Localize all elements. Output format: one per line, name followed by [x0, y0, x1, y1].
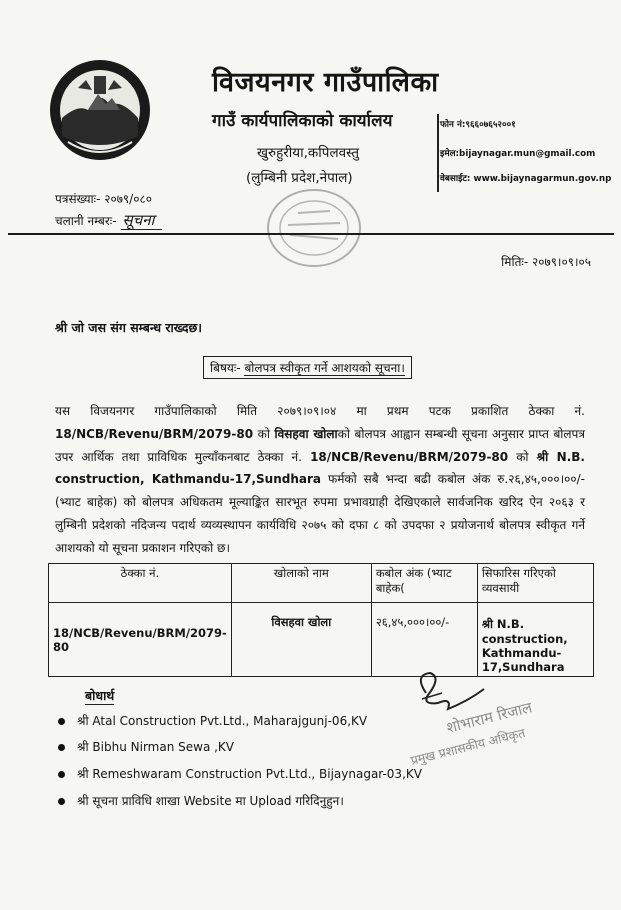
cc-item-text: श्री Atal Construction Pvt.Ltd., Maharajgunj-06,KV	[77, 714, 368, 728]
award-table	[48, 563, 594, 677]
para-part: को	[257, 426, 270, 441]
email-address[interactable]: इमेल:bijaynagar.mun@gmail.com	[440, 149, 596, 159]
salutation: श्री जो जस संग सम्बन्ध राख्दछ।	[55, 320, 202, 335]
table-header-row	[49, 564, 594, 603]
signatory-designation: प्रमुख प्रशासकीय अधिकृत	[409, 724, 527, 765]
table-cell: विसहवा खोला	[231, 603, 371, 677]
dispatch-label: चलानी नम्बरः-	[55, 214, 117, 228]
para-part: को बोलपत्र अधिकतम मूल्याङ्कित सारभूत रुपमा प्रभावग्राही देखिएकाले सार्वजनिक खरिद ऐन २०६३ र लुम्बिनी प्रदेशको नदिजन्य पदार्थ व्यव्यस्थापन कार्यविधि २०७५ को दफा ८ को उपदफा २ प्रयोजनार्थ बोलपत्र स्वीकृत गर्ने आशयको यो सूचना प्रकाशन गरिएको छ।	[55, 495, 585, 555]
document-date: मितिः- २०७९।०९।०५	[501, 255, 591, 269]
municipality-title: विजयनगर गाउँपालिका	[212, 67, 439, 98]
river-name: विसहवा खोला	[274, 426, 338, 441]
signature-stamp	[408, 665, 558, 765]
cc-item-text: श्री सूचना प्राविधि शाखा Website मा Upload गरिदिनुहुन।	[77, 794, 344, 808]
subject-prefix: बिषयः-	[210, 361, 241, 375]
column-header: ठेक्का नं.	[49, 564, 232, 603]
table-cell: २६,४५,०००।००/-	[371, 603, 477, 677]
cc-heading: बोधार्थ	[85, 688, 115, 703]
address-line-2: (लुम्बिनी प्रदेश,नेपाल)	[246, 170, 353, 186]
dispatch-value: सूचना	[121, 211, 163, 230]
bullet-icon	[58, 744, 65, 751]
office-subtitle: गाउँ कार्यपालिकाको कार्यालय	[212, 111, 393, 131]
cc-item	[58, 712, 418, 729]
subject-box	[203, 356, 412, 379]
bid-amount: फर्मको सबै भन्दा बढी कबोल अंक रु.२६,४५,०००।००/-(भ्याट बाहेक)	[55, 472, 585, 510]
office-stamp	[258, 183, 370, 273]
table-cell: श्री N.B. construction, Kathmandu-17,Sundhara	[477, 603, 593, 677]
bullet-icon	[58, 771, 65, 778]
cc-item	[58, 792, 418, 809]
reference-number: पत्रसंख्याः- २०७९/०८०	[55, 192, 152, 206]
para-part: को	[516, 449, 529, 464]
municipality-emblem	[48, 58, 152, 162]
table-cell: 18/NCB/Revenu/BRM/2079-80	[49, 603, 232, 677]
cc-item	[58, 765, 422, 782]
column-header: सिफारिस गरिएको व्यवसायी	[477, 564, 593, 603]
notice-paragraph	[55, 400, 585, 560]
contract-number: 18/NCB/Revenu/BRM/2079-80	[55, 426, 254, 441]
address-line-1: खुरुहुरीया,कपिलवस्तु	[257, 145, 360, 161]
header-rule	[8, 233, 614, 235]
para-part: को बोलपत्र आह्वान सम्बन्धी सूचना अनुसार प्राप्त बोलपत्र उपर आर्थिक तथा प्राविधिक मुल्याँकनबाट ठेक्का नं.	[55, 426, 585, 464]
para-part: यस विजयनगर गाउँपालिकाको मिति २०७९।०९।०४ मा प्रथम पटक प्रकाशित ठेक्का नं.	[55, 404, 585, 418]
bullet-icon	[58, 718, 65, 725]
website-url[interactable]: वेबसाईट: www.bijaynagarmun.gov.np	[440, 174, 612, 184]
column-header: कबोल अंक (भ्याट बाहेक(	[371, 564, 477, 603]
subject-text: बोलपत्र स्वीकृत गर्ने आशयको सूचना।	[244, 361, 405, 375]
cc-item-text: श्री Remeshwaram Construction Pvt.Ltd., Bijaynagar-03,KV	[77, 767, 422, 781]
column-header: खोलाको नाम	[231, 564, 371, 603]
bullet-icon	[58, 798, 65, 805]
phone-number: फोन नं:९६६०७६५२००१	[440, 120, 516, 130]
contract-number: 18/NCB/Revenu/BRM/2079-80	[310, 449, 509, 464]
cc-item-text: श्री Bibhu Nirman Sewa ,KV	[77, 740, 234, 754]
signatory-name: शोभाराम रिजाल	[444, 698, 534, 737]
contact-divider	[437, 114, 439, 192]
dispatch-number	[55, 210, 162, 230]
cc-item	[58, 738, 418, 755]
firm-name: श्री N.B. construction, Kathmandu-17,Sundhara	[55, 449, 585, 487]
